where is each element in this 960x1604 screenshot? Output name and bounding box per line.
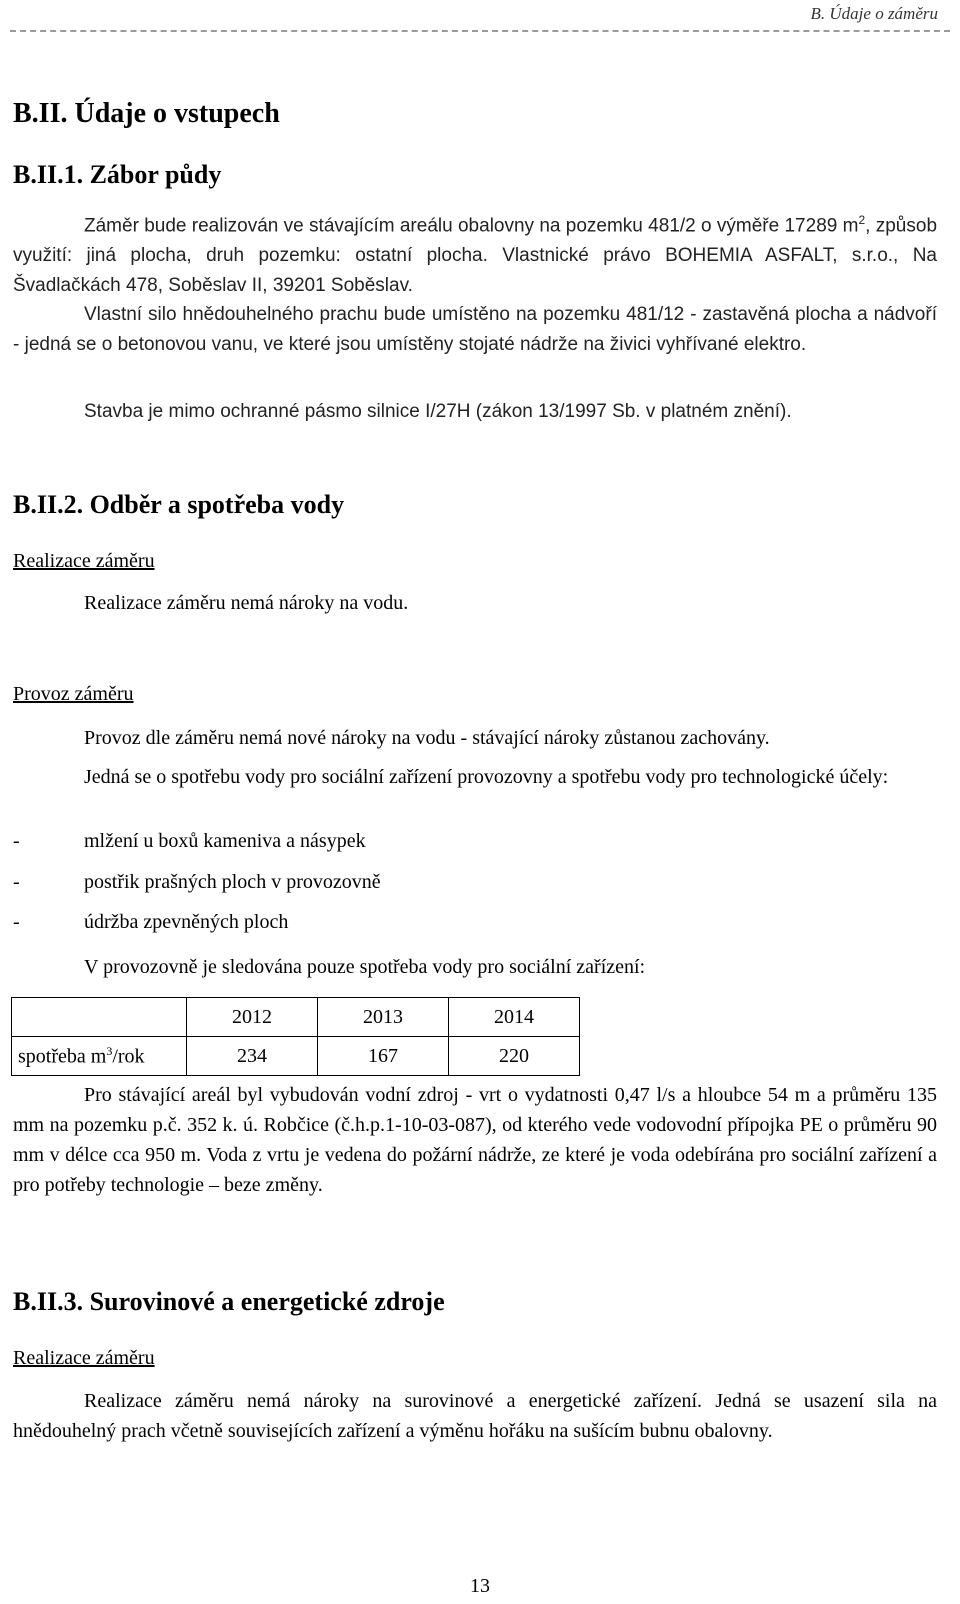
superscript-3: 3 <box>106 1043 113 1058</box>
list-dash: - <box>13 911 20 933</box>
list-dash: - <box>13 871 20 893</box>
list-item-text: mlžení u boxů kameniva a násypek <box>84 830 366 852</box>
paragraph-land-use-part-a: Záměr bude realizován ve stávajícím areálu obalovny na pozemku 481/2 o výměře 17289 m <box>84 215 859 237</box>
table-year-cell: 2012 <box>187 998 318 1037</box>
list-dash: - <box>13 830 20 852</box>
paragraph-resources: Realizace záměru nemá nároky na surovinové a energetické zařízení. Jedná se usazení sila na hnědouhelný prach včetně souvisejících zařízení a výměnu hořáku na sušícím bubnu obalovny. <box>13 1390 937 1442</box>
page-number: 13 <box>470 1575 490 1597</box>
running-header: B. Údaje o záměru <box>810 4 938 23</box>
superscript-2: 2 <box>858 213 866 227</box>
table-year-cell: 2013 <box>318 998 449 1037</box>
paragraph-silo: Vlastní silo hnědouhelného prachu bude umístěno na pozemku 481/12 - zastavěná plocha a nádvoří - jedná se o betonovou vanu, ve které jsou umístěny stojaté nádrže na živici vyhřívané elektro. <box>13 304 937 355</box>
table-year-cell: 2014 <box>449 998 580 1037</box>
table-row <box>12 1037 580 1076</box>
row-label-unit: /rok <box>112 1045 145 1068</box>
header-rule <box>10 30 950 32</box>
list-item-text: postřik prašných ploch v provozovně <box>84 871 381 893</box>
list-item-text: údržba zpevněných ploch <box>84 911 289 933</box>
paragraph-water-source: Pro stávající areál byl vybudován vodní zdroj - vrt o vydatnosti 0,47 l/s a hloubce 54 m a průměru 135 mm na pozemku p.č. 352 k. ú. Robčice (č.h.p.1-10-03-087), od kterého vede vodovodní přípojka PE o průměru 90 mm v délce cca 950 m. Voda z vrtu je vedena do požární nádrže, ze které je voda odebírána pro sociální zařízení a pro potřeby technologie – beze změny. <box>13 1084 937 1196</box>
paragraph-no-water: Realizace záměru nemá nároky na vodu. <box>84 592 409 614</box>
paragraph-monitoring: V provozovně je sledována pouze spotřeba vody pro sociální zařízení: <box>84 956 646 978</box>
list-item <box>13 871 381 894</box>
row-label-text: spotřeba m <box>18 1045 107 1068</box>
subheading-realizace-1: Realizace záměru <box>13 550 155 572</box>
subheading-provoz: Provoz záměru <box>13 683 134 705</box>
list-item <box>13 830 366 853</box>
subsection-title-3: B.II.3. Surovinové a energetické zdroje <box>13 1287 445 1316</box>
section-title: B.II. Údaje o vstupech <box>13 98 280 129</box>
paragraph-protection-zone: Stavba je mimo ochranné pásmo silnice I/27H (zákon 13/1997 Sb. v platném znění). <box>84 401 792 422</box>
paragraph-provoz: Provoz dle záměru nemá nové nároky na vodu - stávající nároky zůstanou zachovány. <box>84 727 770 749</box>
table-value-cell: 220 <box>449 1037 580 1076</box>
table-value-cell: 234 <box>187 1037 318 1076</box>
table-header-row <box>12 998 580 1037</box>
paragraph-land-use-part-b: , způsob využití: jiná plocha, druh pozemku: ostatní plocha. Vlastnické právo BOHEMIA ASFALT, s.r.o., Na Švadlačkách 478, Soběslav II, 39201 Soběslav. <box>13 215 938 297</box>
table-corner-cell <box>12 998 187 1037</box>
water-consumption-table <box>11 997 580 1076</box>
subheading-realizace-2: Realizace záměru <box>13 1347 155 1369</box>
paragraph-land-use <box>13 205 937 301</box>
subsection-title-1: B.II.1. Zábor půdy <box>13 160 222 189</box>
paragraph-consumption: Jedná se o spotřebu vody pro sociální zařízení provozovny a spotřebu vody pro technologické účely: <box>84 766 889 788</box>
list-item <box>13 911 288 934</box>
table-value-cell: 167 <box>318 1037 449 1076</box>
table-row-label <box>12 1037 187 1076</box>
subsection-title-2: B.II.2. Odběr a spotřeba vody <box>13 490 345 519</box>
